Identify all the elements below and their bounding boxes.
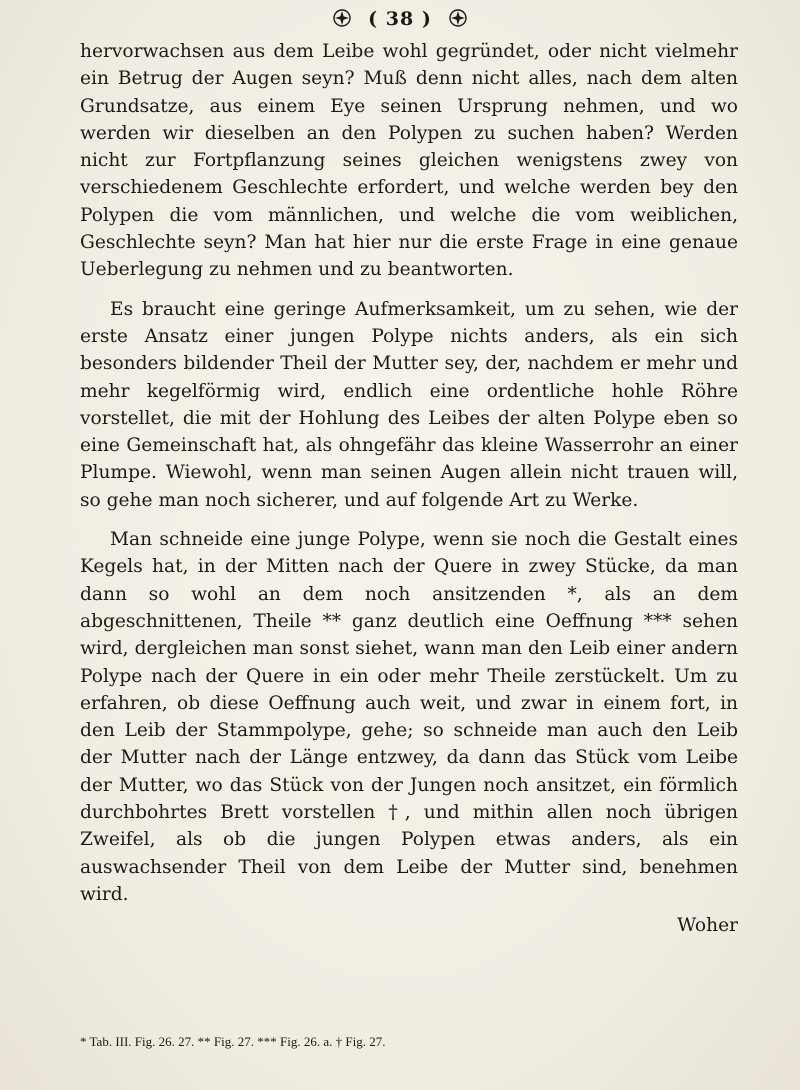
paragraph-2: Es braucht eine geringe Aufmerksamkeit, um zu sehen, wie der erste Ansatz einer jungen Polype nichts anders, als ein sich besonders bildender Theil der Mutter sey, der, nachdem er mehr und mehr kegelförmig wird, endlich eine ordentliche hohle Röhre vorstellet, die mit der Hohlung des Leibes der alten Polype eben so eine Gemeinschaft hat, als ohngefähr das kleine Wasserrohr an einer Plumpe. Wiewohl, wenn man seinen Augen allein nicht trauen will, so gehe man noch sicherer, und auf folgende Art zu Werke. (80, 298, 738, 511)
footnotes: * Tab. III. Fig. 26. 27. ** Fig. 27. *** Fig. 26. a. † Fig. 27. (80, 1034, 386, 1049)
star-ornament-icon (449, 9, 467, 27)
body-text (80, 38, 738, 938)
paragraph-3: Man schneide eine junge Polype, wenn sie noch die Gestalt eines Kegels hat, in der Mitten nach der Quere in zwey Stücke, da man dann so wohl an dem noch ansitzenden *, als an dem abgeschnittenen, Theile ** ganz deutlich eine Oeffnung *** sehen wird, dergleichen man sonst siehet, wann man den Leib einer andern Polype nach der Quere in ein oder mehr Theile zerstückelt. Um zu erfahren, ob diese Oeffnung auch weit, und zwar in einem fort, in den Leib der Stammpolype, gehe; so schneide man auch den Leib der Mutter nach der Länge entzwey, da dann das Stück vom Leibe der Mutter, wo das Stück von der Jungen noch ansitzet, ein förmlich durchbohrtes Brett vorstellen †, und mithin allen noch übrigen Zweifel, als ob die jungen Polypen etwas anders, als ein auswachsender Theil von dem Leibe der Mutter sind, benehmen wird. (80, 529, 738, 905)
catchword: Woher (677, 915, 738, 937)
paragraph-1: hervorwachsen aus dem Leibe wohl gegründet, oder nicht vielmehr ein Betrug der Augen seyn? Muß denn nicht alles, nach dem alten Grundsatze, aus einem Eye seinen Ursprung nehmen, und wo werden wir dieselben an den Polypen zu suchen haben? Werden nicht zur Fortpflanzung seines gleichen wenigstens zwey von verschiedenem Geschlechte erfordert, und welche werden bey den Polypen die vom männlichen, und welche die vom weiblichen, Geschlechte seyn? Man hat hier nur die erste Frage in eine genaue Ueberlegung zu nehmen und zu beantworten. (80, 41, 738, 281)
page-number: ( 38 ) (368, 8, 432, 30)
page-header (0, 8, 800, 30)
star-ornament-icon (333, 9, 351, 27)
